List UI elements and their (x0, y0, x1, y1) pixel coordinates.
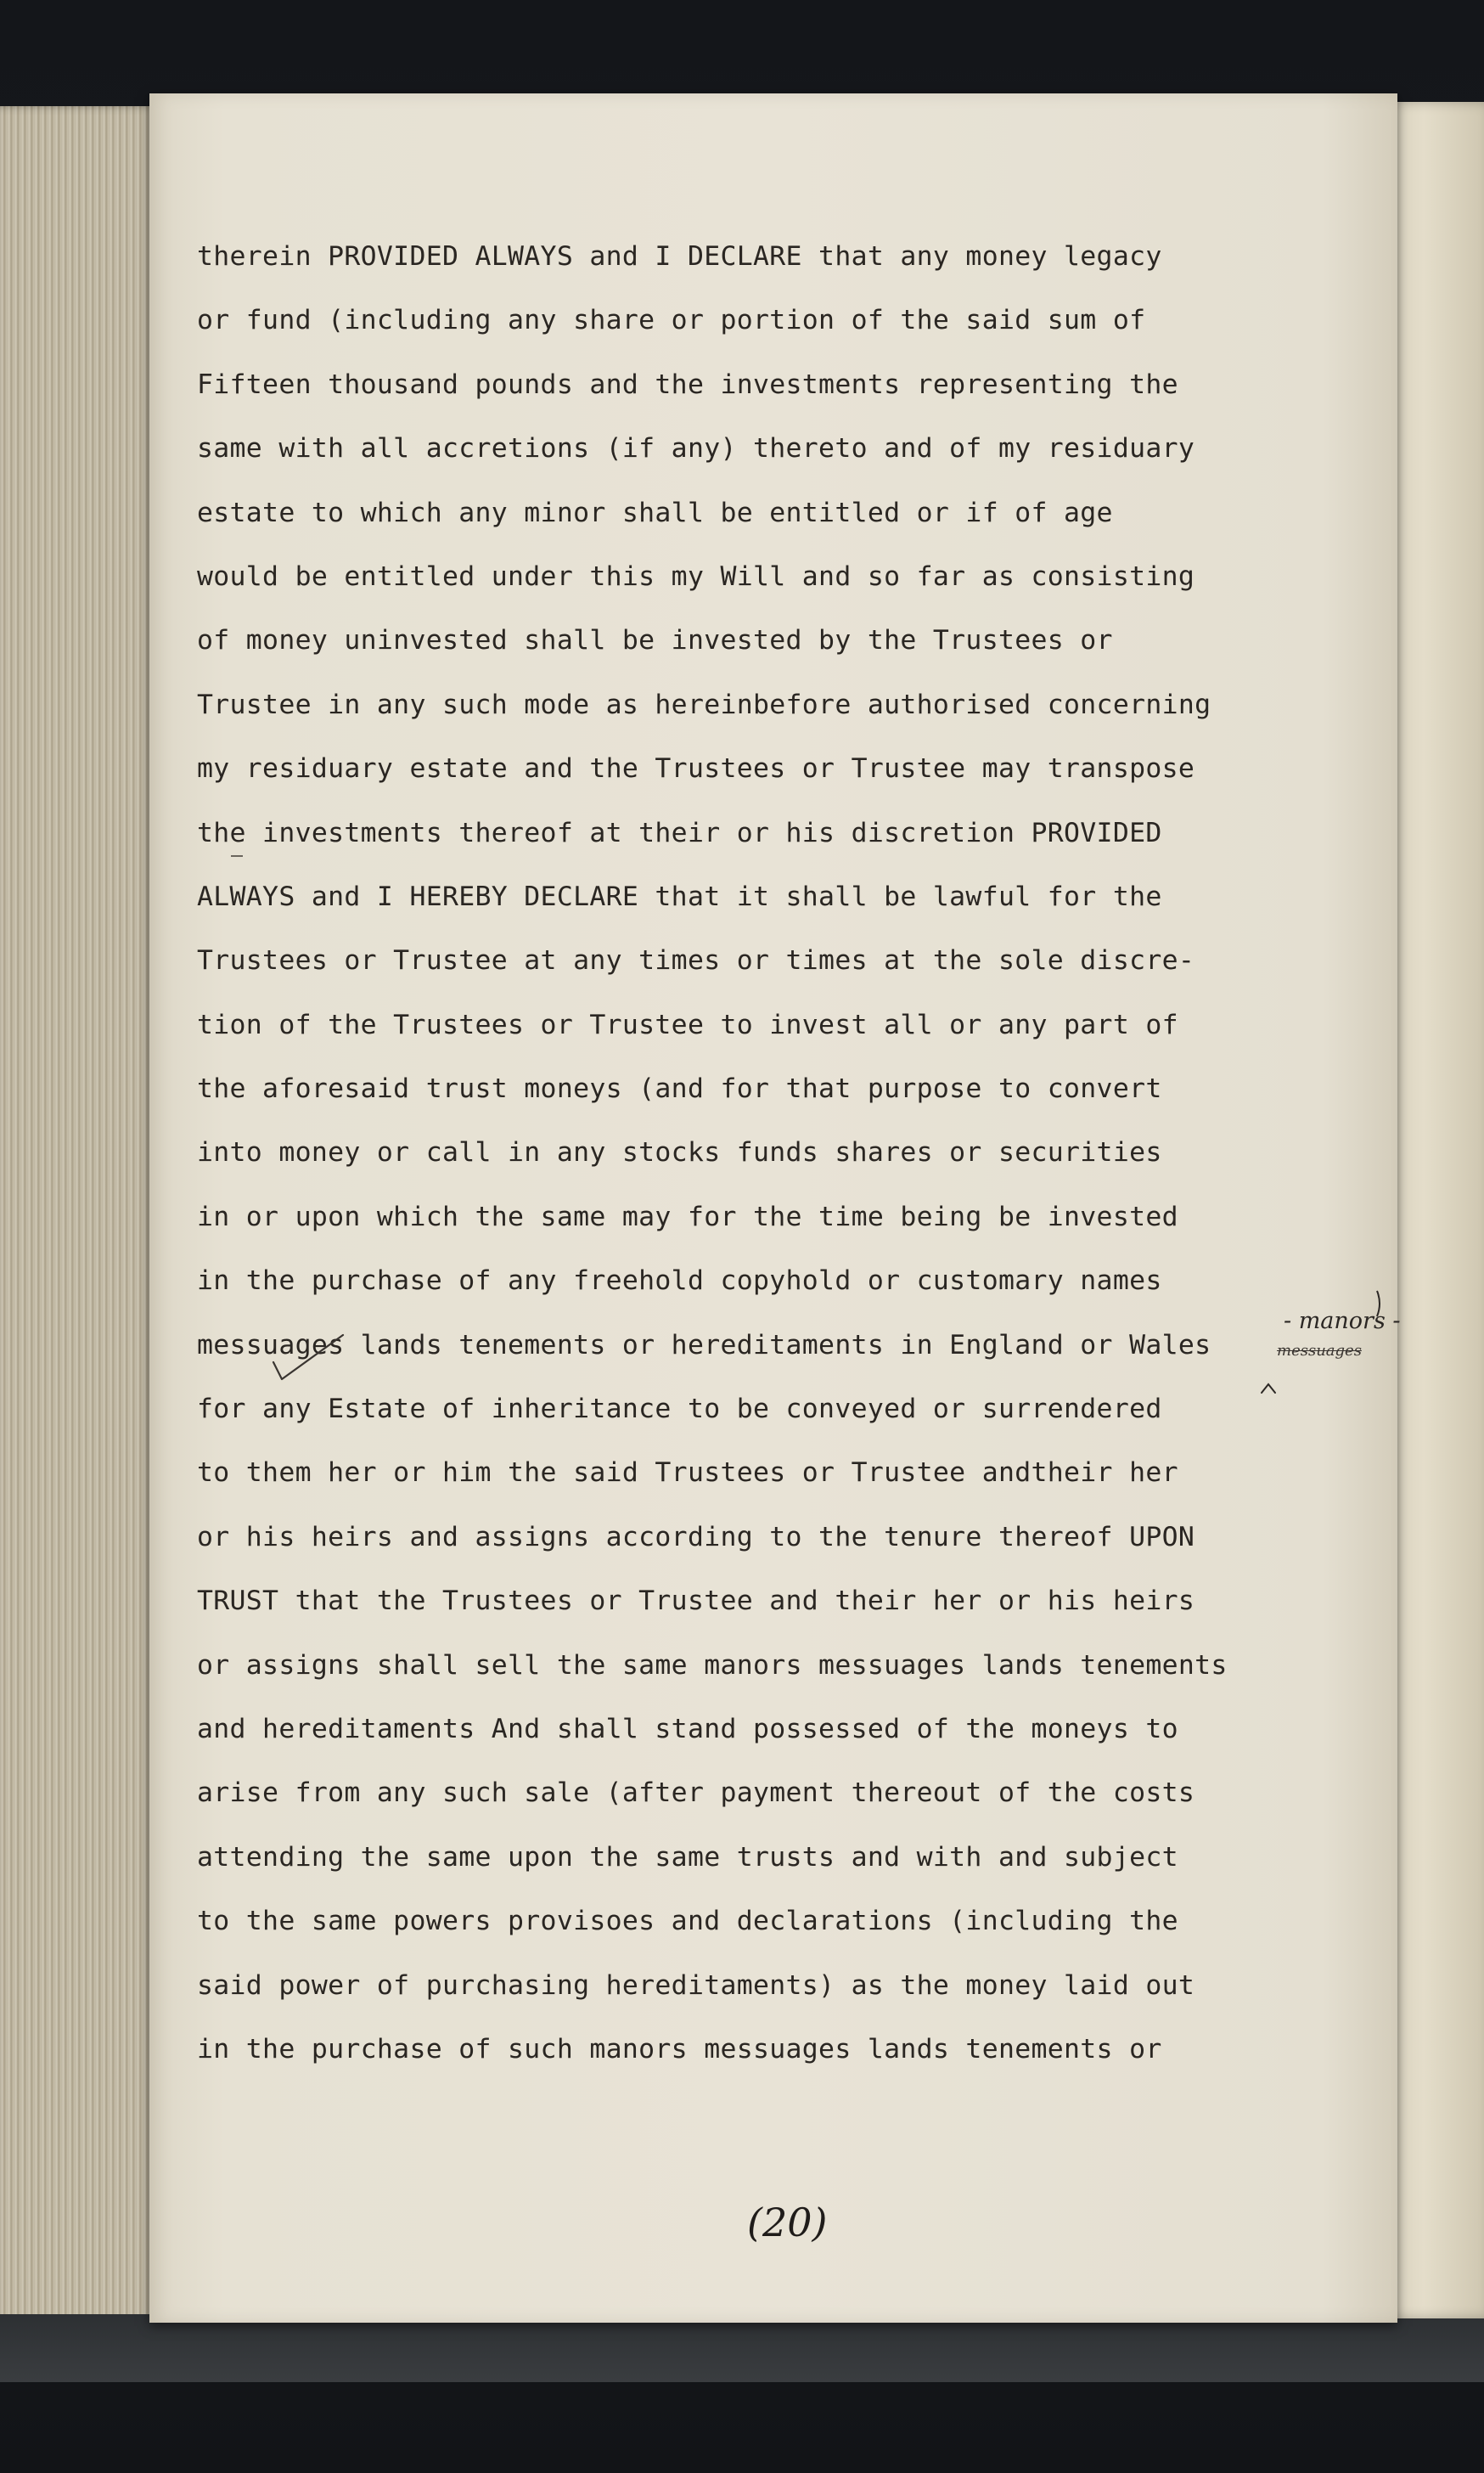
text-line: or assigns shall sell the same manors messuages lands tenements (197, 1649, 1228, 1681)
text-line: and hereditaments And shall stand possessed of the moneys to (197, 1713, 1178, 1744)
typed-text-block (197, 225, 1267, 2081)
handwritten-insertion: - manors - (1284, 1308, 1401, 1334)
text-line: Fifteen thousand pounds and the investments representing the (197, 369, 1178, 400)
text-line: attending the same upon the same trusts and with and subject (197, 1841, 1178, 1873)
text-line: arise from any such sale (after payment thereout of the costs (197, 1777, 1195, 1809)
insertion-caret-icon (1260, 1383, 1277, 1394)
text-line: or his heirs and assigns according to the tenure thereof UPON (197, 1521, 1195, 1552)
text-line: to them her or him the said Trustees or Trustee andtheir her (197, 1457, 1178, 1489)
facing-page-edge (1384, 102, 1484, 2318)
text-line: estate to which any minor shall be entitled or if of age (197, 497, 1113, 528)
checkmark-icon (270, 1332, 346, 1383)
text-line: of money uninvested shall be invested by the Trustees or (197, 625, 1113, 656)
text-line: to the same powers provisoes and declarations (including the (197, 1906, 1178, 1937)
page-stack-edges (0, 106, 157, 2331)
text-line: tion of the Trustees or Trustee to invest all or any part of (197, 1009, 1178, 1040)
text-line: in or upon which the same may for the time being be invested (197, 1201, 1178, 1232)
text-line: ALWAYS and I HEREBY DECLARE that it shall be lawful for the (197, 881, 1162, 912)
margin-dash-mark (231, 855, 243, 857)
text-line: TRUST that the Trustees or Trustee and their her or his heirs (197, 1586, 1195, 1617)
text-line: or fund (including any share or portion of the said sum of (197, 305, 1146, 336)
margin-bracket-icon (1375, 1289, 1384, 1318)
text-line: messuages lands tenements or hereditaments in England or Wales (197, 1329, 1211, 1360)
text-line: same with all accretions (if any) thereto and of my residuary (197, 433, 1195, 465)
text-line: my residuary estate and the Trustees or Trustee may transpose (197, 753, 1195, 785)
text-line: into money or call in any stocks funds shares or securities (197, 1137, 1162, 1169)
text-line: for any Estate of inheritance to be conveyed or surrendered (197, 1394, 1162, 1425)
text-line: would be entitled under this my Will and so far as consisting (197, 561, 1195, 592)
text-line: therein PROVIDED ALWAYS and I DECLARE that any money legacy (197, 241, 1162, 272)
book-base (0, 2314, 1484, 2382)
struck-out-word: messuages (1277, 1342, 1362, 1360)
text-line: the investments thereof at their or his discretion PROVIDED (197, 817, 1162, 848)
text-line: said power of purchasing hereditaments) as the money laid out (197, 1969, 1195, 2001)
text-line: in the purchase of any freehold copyhold or customary names (197, 1265, 1162, 1297)
text-line: the aforesaid trust moneys (and for that purpose to convert (197, 1073, 1162, 1105)
page-number: (20) (747, 2200, 828, 2245)
text-line: in the purchase of such manors messuages lands tenements or (197, 2033, 1162, 2065)
text-line: Trustee in any such mode as hereinbefore authorised concerning (197, 689, 1211, 720)
text-line: Trustees or Trustee at any times or times at the sole discre- (197, 945, 1195, 977)
